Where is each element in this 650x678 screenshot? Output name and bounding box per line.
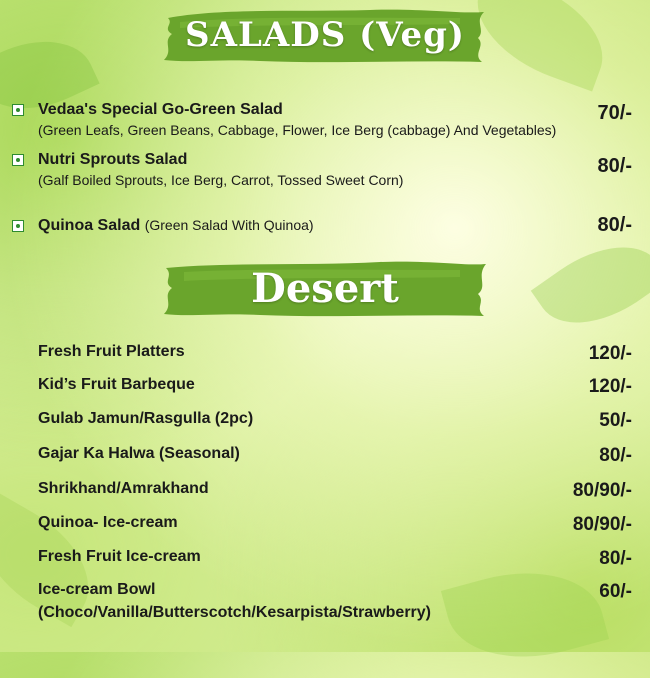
desert-item-price: 60/- — [599, 581, 632, 602]
desert-item — [38, 480, 632, 502]
desert-item-price: 80/- — [599, 445, 632, 466]
desert-heading-banner — [160, 256, 490, 320]
desert-item — [38, 376, 632, 398]
salad-item — [12, 153, 632, 193]
desert-item-price: 80/- — [599, 548, 632, 569]
salad-item — [12, 103, 632, 143]
desert-item — [38, 581, 632, 627]
desert-item-name-detail: (Choco/Vanilla/Butterscotch/Kesarpista/Strawberry) — [38, 604, 431, 621]
desert-item-price: 80/90/- — [572, 480, 632, 501]
desert-item-name: Fresh Fruit Ice-cream — [38, 548, 201, 565]
desert-item-price: 120/- — [588, 343, 632, 364]
desert-item-price: 80/90/- — [572, 514, 632, 535]
desert-heading: Desert — [251, 264, 399, 312]
desert-item-name: Gajar Ka Halwa (Seasonal) — [38, 445, 240, 462]
desert-item-name: Quinoa- Ice-cream — [38, 514, 178, 531]
salad-item-name: Vedaa's Special Go-Green Salad — [38, 101, 283, 118]
salad-item-description: (Galf Boiled Sprouts, Ice Berg, Carrot, Tossed Sweet Corn) — [38, 172, 404, 188]
veg-mark-icon — [12, 104, 24, 116]
veg-mark-icon — [12, 220, 24, 232]
salad-item-description: (Green Salad With Quinoa) — [144, 217, 314, 233]
salad-item-name-line — [38, 217, 314, 235]
desert-item — [38, 410, 632, 432]
salad-item-name: Nutri Sprouts Salad — [38, 151, 188, 168]
desert-item — [38, 514, 632, 536]
salad-item-price: 80/- — [597, 214, 632, 236]
desert-item-name: Fresh Fruit Platters — [38, 343, 185, 360]
salad-item — [12, 214, 632, 243]
salad-item-name: Quinoa Salad — [38, 217, 141, 234]
desert-item-price: 120/- — [588, 376, 632, 397]
desert-item-name: Shrikhand/Amrakhand — [38, 480, 209, 497]
desert-item-name: Kid’s Fruit Barbeque — [38, 376, 195, 393]
desert-item — [38, 445, 632, 467]
salads-heading: SALADS (Veg) — [185, 15, 465, 55]
desert-item — [38, 548, 632, 570]
desert-item-name: Ice-cream Bowl — [38, 581, 156, 598]
desert-item — [38, 343, 632, 365]
salad-item-price: 70/- — [597, 102, 632, 124]
salad-item-price: 80/- — [597, 155, 632, 177]
desert-item-price: 50/- — [599, 410, 632, 431]
desert-item-name: Gulab Jamun/Rasgulla (2pc) — [38, 410, 254, 427]
veg-mark-icon — [12, 154, 24, 166]
salads-heading-banner — [160, 4, 490, 66]
salad-item-description: (Green Leafs, Green Beans, Cabbage, Flower, Ice Berg (cabbage) And Vegetables) — [38, 122, 557, 138]
